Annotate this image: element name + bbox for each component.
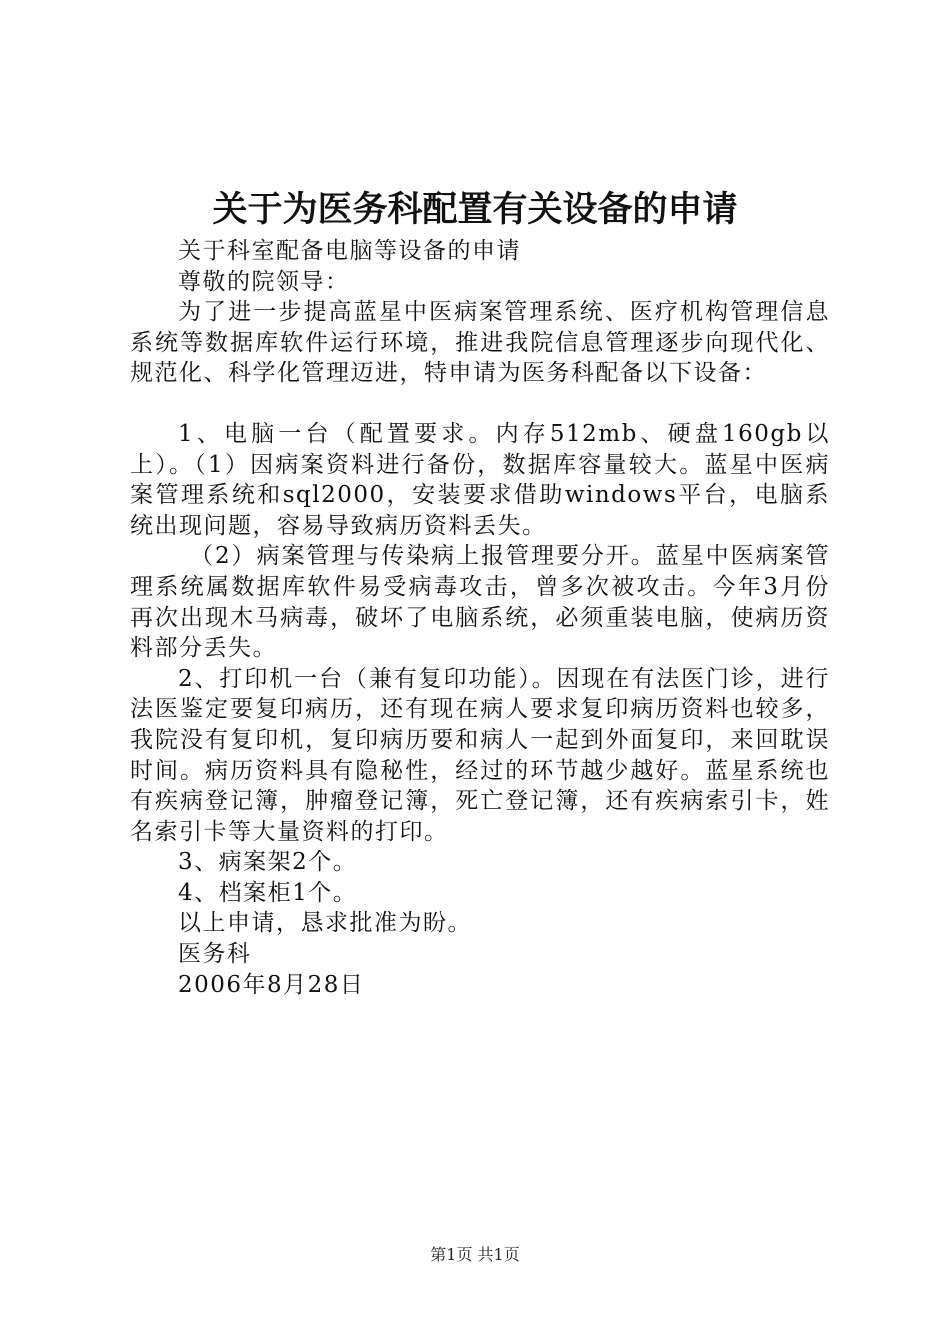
- document-body: [130, 236, 830, 1000]
- paragraph-item-computer: 1、电脑一台（配置要求。内存512mb、硬盘160gb以上）。（1）因病案资料进行备份，数据库容量较大。蓝星中医病案管理系统和sql2000，安装要求借助windows平台，电脑系统出现问题，容易导致病历资料丢失。: [130, 420, 830, 539]
- paragraph-intro: 为了进一步提高蓝星中医病案管理系统、医疗机构管理信息系统等数据库软件运行环境，推进我院信息管理逐步向现代化、规范化、科学化管理迈进，特申请为医务科配备以下设备：: [130, 299, 830, 387]
- paragraph-subject: 关于科室配备电脑等设备的申请: [178, 238, 521, 264]
- paragraph-closing: 以上申请，恳求批准为盼。: [178, 910, 472, 937]
- paragraph-item-printer: 2、打印机一台（兼有复印功能）。因现在有法医门诊，进行法医鉴定要复印病历，还有现在病人要求复印病历资料也较多，我院没有复印机，复印病历要和病人一起到外面复印，来回耽误时间。病历资料具有隐秘性，经过的环节越少越好。蓝星系统也有疾病登记簿，肿瘤登记簿，死亡登记簿，还有疾病索引卡，姓名索引卡等大量资料的打印。: [130, 665, 830, 845]
- document-title: 关于为医务科配置有关设备的申请: [212, 189, 738, 230]
- paragraph-salutation: 尊敬的院领导：: [178, 268, 350, 295]
- paragraph-item-file-cabinet: 4、档案柜1个。: [178, 879, 358, 906]
- paragraph-item-case-shelf: 3、病案架2个。: [178, 849, 358, 876]
- paragraph-date: 2006年8月28日: [178, 971, 365, 998]
- page-footer: 第1页 共1页: [430, 1245, 520, 1264]
- paragraph-item-computer-reason-2: （2）病案管理与传染病上报管理要分开。蓝星中医病案管理系统属数据库软件易受病毒攻击，曾多次被攻击。今年3月份再次出现木马病毒，破坏了电脑系统，必须重装电脑，使病历资料部分丢失。: [130, 543, 830, 662]
- paragraph-signature: 医务科: [178, 941, 252, 968]
